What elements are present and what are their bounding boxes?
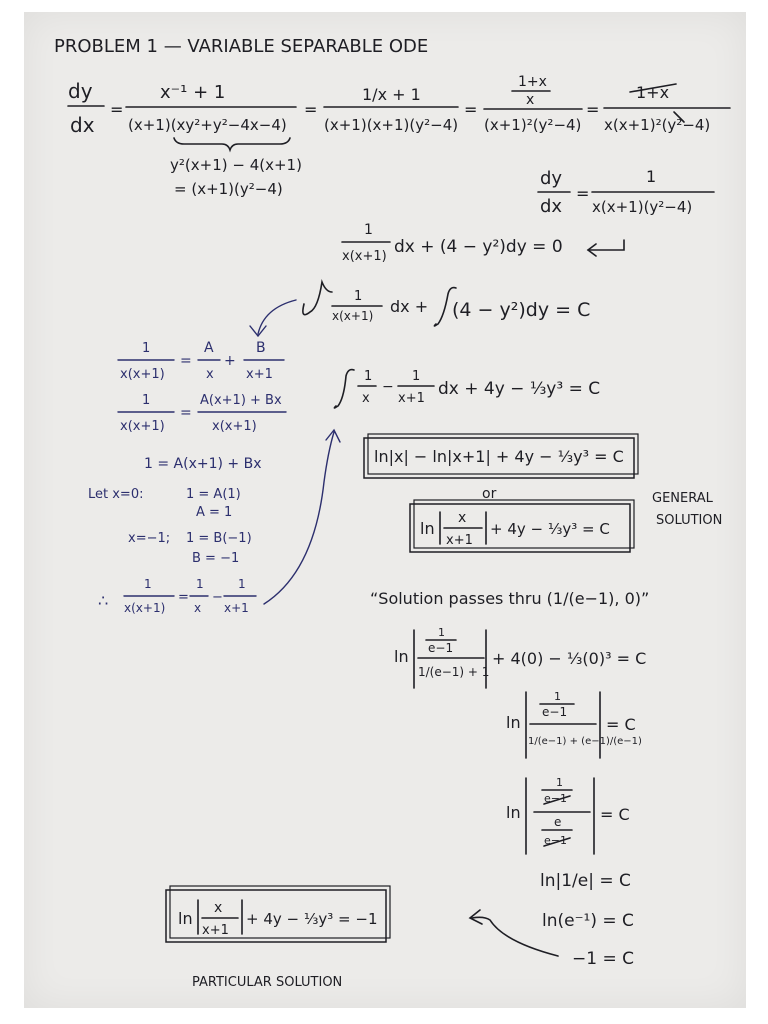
step3-denominator: (x+1)²(y²−4) [484, 116, 582, 134]
pf-l1-plus: + [224, 353, 236, 369]
ps-ln: ln [178, 909, 193, 928]
pf-l2-left-num: 1 [142, 393, 151, 408]
simplified-equation [538, 167, 714, 217]
step3-numerator-top: 1+x [518, 74, 547, 90]
simplified-denominator: x(x+1)(y²−4) [592, 198, 693, 216]
simplified-numerator: 1 [646, 167, 657, 186]
equals: = [464, 100, 478, 119]
particular-solution [166, 886, 390, 990]
pf-res-minus: − [212, 590, 223, 605]
pf-let-label: Let x=0: [88, 487, 144, 502]
particular-label: PARTICULAR SOLUTION [192, 975, 343, 990]
ps-rest: + 4y − ⅓y³ = −1 [246, 910, 378, 928]
pf-x-eq1: 1 = B(−1) [186, 531, 252, 546]
sep-rest: dx + (4 − y²)dy = 0 [394, 237, 563, 257]
step4-denominator: x(x+1)²(y²−4) [604, 116, 711, 134]
dy: dy [540, 168, 563, 189]
step1-denominator: (x+1)(xy²+y²−4x−4) [128, 116, 287, 134]
gs-box2-ln: ln [420, 519, 435, 538]
equals: = [178, 590, 189, 605]
general-label-2: SOLUTION [656, 513, 723, 528]
sep-frac-denominator: x(x+1) [342, 249, 387, 264]
derivation-line [68, 74, 730, 137]
pf-l2-right-num: A(x+1) + Bx [200, 393, 282, 408]
pf-x-label: x=−1; [128, 531, 171, 546]
equals: = [110, 100, 124, 119]
step1-numerator: x⁻¹ + 1 [160, 82, 226, 103]
gs-box2-den: x+1 [446, 533, 473, 548]
s2-top-num: 1 [554, 690, 561, 703]
handwritten-solution [24, 12, 746, 1008]
general-solution [364, 434, 722, 552]
pf-res-t2-num: 1 [238, 577, 246, 591]
factor-line-2: = (x+1)(y²−4) [174, 180, 283, 198]
s3-rest: = C [600, 805, 630, 824]
s3-bot-num: e [554, 815, 562, 829]
pf-l1-x: x [206, 367, 214, 382]
ps-num: x [214, 900, 223, 916]
dx: dx [540, 196, 563, 217]
s6: −1 = C [572, 949, 634, 969]
int-mid: dx + [390, 297, 429, 316]
step2-denominator: (x+1)(x+1)(y²−4) [324, 116, 459, 134]
integ-rest: dx + 4y − ⅓y³ = C [438, 379, 601, 399]
s1-rest: + 4(0) − ⅓(0)³ = C [492, 649, 647, 668]
integrated-equation [334, 369, 600, 408]
integ-t1-den: x [362, 391, 370, 406]
s3-top-den: e−1 [544, 792, 567, 805]
s2-top-den: e−1 [542, 705, 568, 719]
s4: ln|1/e| = C [540, 871, 631, 891]
int1-denominator: x(x+1) [332, 309, 374, 323]
pf-l1-A: A [204, 340, 214, 356]
pf-let-eq1: 1 = A(1) [186, 487, 241, 502]
pf-x-eq2: B = −1 [192, 551, 240, 566]
pf-l2-right-den: x(x+1) [212, 419, 257, 434]
gs-box2-num: x [458, 510, 467, 526]
partial-fractions [88, 340, 340, 615]
pf-res-left-num: 1 [144, 577, 152, 591]
separated-equation [342, 222, 624, 264]
s1-top-den: e−1 [428, 641, 454, 655]
pf-l3: 1 = A(x+1) + Bx [144, 456, 262, 472]
dx: dx [70, 113, 95, 137]
equals: = [180, 353, 192, 369]
pf-l1-left-den: x(x+1) [120, 367, 165, 382]
s2-bot: 1/(e−1) + (e−1)/(e−1) [528, 736, 642, 747]
ps-den: x+1 [202, 923, 229, 938]
pf-res-t1-den: x [194, 601, 202, 615]
step2-numerator: 1/x + 1 [362, 85, 421, 104]
general-solution-box-1: ln|x| − ln|x+1| + 4y − ⅓y³ = C [374, 447, 624, 466]
pf-l2-left-den: x(x+1) [120, 419, 165, 434]
int1-numerator: 1 [354, 289, 363, 304]
pf-let-eq2: A = 1 [196, 505, 233, 520]
integ-t2-den: x+1 [398, 391, 425, 406]
page-title: PROBLEM 1 — VARIABLE SEPARABLE ODE [54, 36, 429, 57]
equals: = [304, 100, 318, 119]
substitution-steps [394, 626, 646, 969]
equals: = [180, 405, 192, 421]
dy: dy [68, 79, 93, 103]
or-label: or [482, 486, 497, 502]
s2-ln: ln [506, 713, 521, 732]
pf-l1-x1: x+1 [246, 367, 273, 382]
step4-numerator: 1+x [636, 83, 670, 102]
s1-top-num: 1 [438, 626, 445, 639]
equals: = [576, 184, 590, 203]
sep-frac-numerator: 1 [364, 222, 373, 238]
integral-equation [250, 282, 590, 336]
pf-l1-B: B [256, 340, 266, 356]
pf-therefore: ∴ [98, 591, 109, 610]
s3-top-num: 1 [556, 776, 563, 789]
s5: ln(e⁻¹) = C [542, 911, 634, 931]
s3-ln: ln [506, 803, 521, 822]
integ-t1-num: 1 [364, 369, 373, 384]
integ-t2-num: 1 [412, 369, 421, 384]
general-label-1: GENERAL [652, 491, 713, 506]
s3-bot-den: e−1 [544, 834, 567, 847]
notebook-page [24, 12, 746, 1008]
pf-res-t1-num: 1 [196, 577, 204, 591]
pf-res-left-den: x(x+1) [124, 601, 166, 615]
integ-minus: − [382, 379, 394, 395]
passes-through-note: “Solution passes thru (1/(e−1), 0)” [370, 589, 650, 608]
s1-ln: ln [394, 647, 409, 666]
pf-res-t2-den: x+1 [224, 601, 249, 615]
gs-box2-rest: + 4y − ⅓y³ = C [490, 520, 610, 538]
s2-rest: = C [606, 715, 636, 734]
step3-numerator-bottom: x [526, 92, 535, 108]
factor-line-1: y²(x+1) − 4(x+1) [170, 156, 302, 174]
int2: (4 − y²)dy = C [452, 299, 591, 321]
factor-note [170, 138, 302, 198]
s1-bot: 1/(e−1) + 1 [418, 665, 490, 679]
pf-l1-left-num: 1 [142, 341, 151, 356]
equals: = [586, 100, 600, 119]
